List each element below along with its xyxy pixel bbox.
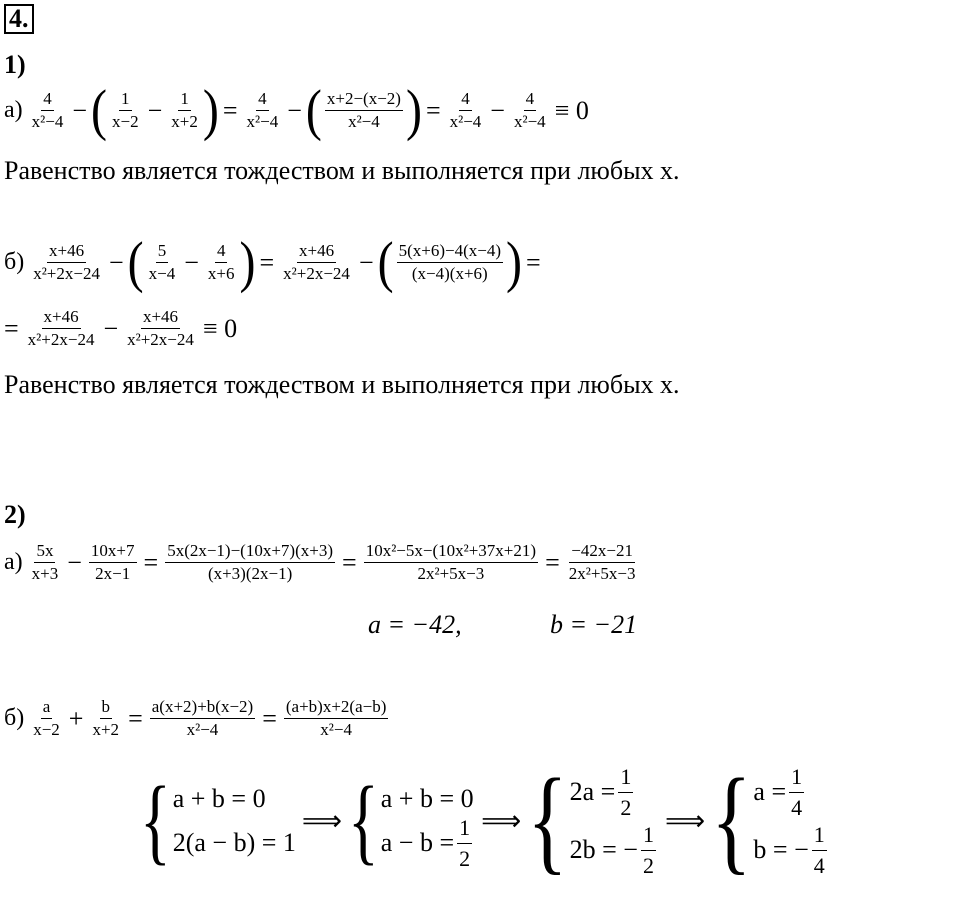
numerator: 10x+7 [89,540,137,563]
part1a-label: а) [4,97,23,123]
brace-icon: { [711,755,752,886]
numerator: 4 [256,88,269,111]
system-line: a + b = 0 [380,784,474,813]
denominator: x+2 [171,112,198,131]
denominator: x²−4 [31,112,64,131]
implies-icon: ⟹ [301,806,343,837]
brace-icon: { [348,767,379,874]
denominator: x²+2x−24 [27,330,95,349]
numerator: (a+b)x+2(a−b) [284,696,389,719]
fraction [245,88,281,133]
fraction [567,540,638,585]
fraction [31,240,102,285]
denominator: x²+2x−24 [33,264,100,283]
denominator: (x+3)(2x−1) [207,564,293,583]
fraction [147,240,178,285]
part2b-label: б) [4,705,25,731]
part2b-equation: б) $\frac{a}{x-2}$ + $\frac{b}{x+2}$ = $\frac{a(x+2)+b(x-2)}{\text{x²−4}}$ = $\frac{(a+b)x+2(a-b)}{\text{x²−4}}$ [4,697,387,739]
denominator: x−4 [148,264,176,283]
numerator: −42x−21 [569,540,635,563]
part1-label: 1) [4,50,26,79]
denominator: x+2 [92,720,120,739]
fraction [284,696,389,741]
fraction [89,540,137,585]
fraction [110,88,141,133]
system-1 [140,767,296,874]
system-line: 2(a − b) = 1 [172,828,296,857]
system-line: 2a = $\frac{1}{2}$ [569,763,632,820]
fraction [281,240,352,285]
denominator: 2x²+5x−3 [417,564,485,583]
task-number: 4. [4,4,34,34]
numerator: 1 [119,88,132,111]
system-4 [711,755,830,886]
brace-icon: { [527,755,568,886]
part1b-equation-line2: = $\frac{x+46}{\text{x²+2x−24}}$ − $\frac{x+46}{\text{x²+2x−24}}$ ≡ 0 [4,307,238,349]
brace-icon: { [140,767,171,874]
numerator: x+46 [47,240,86,263]
numerator: a [41,696,53,719]
denominator: x²−4 [186,720,219,739]
numerator: 5x [34,540,55,563]
answer-b: b = −21 [550,610,638,639]
fraction [397,240,503,285]
system-line: a = $\frac{1}{4}$ [753,763,803,820]
numerator: 5(x+6)−4(x−4) [397,240,503,263]
part1b-label: б) [4,249,25,275]
numerator: 4 [41,88,54,111]
fraction [150,696,255,741]
system-line: a − b = $\frac{1}{2}$ [380,814,471,871]
fraction [206,240,237,285]
part1a-conclusion: Равенство является тождеством и выполняется при любых x. [4,156,680,185]
part2a-equation: а) $\frac{5x}{x+3}$ − $\frac{10x+7}{2x-1}$ = $\frac{5x(2x-1)-(10x+7)(x+3)}{(x+3)(2x-1)}$ = $\frac{\text{10x²−5x−(10x²+37x+21)}}{\text{2x²+5x−3}}$ = $\frac{-42x-21}{\text{2x²+5x−3}}$ [4,541,636,583]
denominator: x+3 [31,564,59,583]
system-line: 2b = − $\frac{1}{2}$ [569,821,654,878]
identity-result: ≡ 0 [554,95,589,125]
implies-icon: ⟹ [481,806,522,837]
denominator: 2x−1 [95,564,131,583]
fraction [512,88,548,133]
systems-chain [140,755,830,886]
numerator: 5x(2x−1)−(10x+7)(x+3) [165,540,335,563]
numerator: 4 [215,240,228,263]
numerator: 1 [178,88,191,111]
denominator: (x−4)(x+6) [411,264,488,283]
implies-icon: ⟹ [664,806,706,837]
fraction [30,540,61,585]
denominator: 2x²+5x−3 [568,564,636,583]
part1b-conclusion: Равенство является тождеством и выполняется при любых x. [4,370,680,399]
denominator: x−2 [112,112,139,131]
numerator: 4 [459,88,472,111]
denominator: x²−4 [513,112,546,131]
denominator: x²+2x−24 [283,264,350,283]
denominator: x−2 [33,720,60,739]
denominator: x²−4 [348,112,380,131]
denominator: x+6 [207,264,235,283]
numerator: a(x+2)+b(x−2) [150,696,255,719]
fraction [169,88,200,133]
denominator: x²−4 [449,112,482,131]
part1b-equation-line1: б) $\frac{x+46}{\text{x²+2x−24}}$ − ( $\frac{5}{x-4}$ − $\frac{4}{x+6}$ ) = $\frac{x+46}{\text{x²+2x−24}}$ − ( $\frac{5(x+6)-4(x-4)}{(x-4)(x+6)}$ ) = [4,230,541,294]
fraction [90,696,121,741]
denominator: x²−4 [320,720,352,739]
system-3 [527,755,659,886]
system-2 [348,767,475,874]
fraction [325,88,403,133]
denominator: x²+2x−24 [127,330,194,349]
numerator: 4 [524,88,537,111]
numerator: x+46 [42,306,81,329]
fraction [125,306,196,351]
system-line: b = − $\frac{1}{4}$ [753,821,825,878]
numerator: x+46 [297,240,336,263]
fraction [26,306,97,351]
numerator: 10x²−5x−(10x²+37x+21) [364,540,538,563]
fraction [364,540,538,585]
fraction [30,88,66,133]
numerator: 5 [156,240,169,263]
part1a-equation: а) $\frac{4}{\text{x²−4}}$ − ( $\frac{1}{x-2}$ − $\frac{1}{x+2}$ ) = $\frac{4}{\text{x²−4}}$ − ( $\frac{x+2-(x-2)}{\text{x²−4}}$ ) = $\frac{4}{\text{x²−4}}$ − $\frac{4}{\text{x²−4}}$ ≡ 0 [4,78,589,142]
denominator: x²−4 [246,112,279,131]
answer-a: a = −42, [368,610,462,639]
part2a-label: а) [4,549,23,575]
fraction [31,696,62,741]
numerator: b [100,696,113,719]
numerator: x+46 [141,306,180,329]
part2-label: 2) [4,500,26,529]
identity-result: ≡ 0 [202,313,238,343]
fraction [165,540,335,585]
fraction [448,88,484,133]
numerator: x+2−(x−2) [325,88,403,111]
system-line: a + b = 0 [172,784,266,813]
